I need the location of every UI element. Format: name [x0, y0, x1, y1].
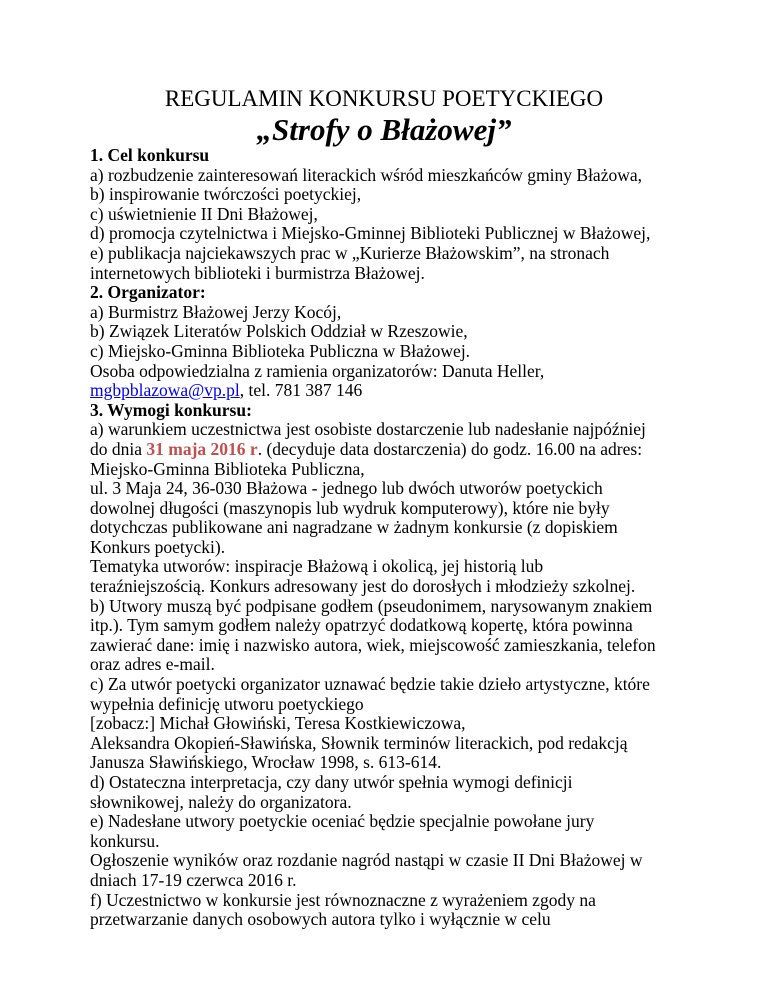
section-3-line: słownikowej, należy do organizatora.	[90, 791, 352, 812]
section-3-line: konkursu.	[90, 830, 160, 851]
section-3-line: dowolnej długości (maszynopis lub wydruk komputerowy), które nie były	[90, 497, 610, 518]
section-1-line: internetowych biblioteki i burmistrza Błażowej.	[90, 262, 425, 283]
section-2-line: b) Związek Literatów Polskich Oddział w Rzeszowie,	[90, 321, 468, 342]
section-3-line: teraźniejszością. Konkurs adresowany jest do dorosłych i młodzieży szkolnej.	[90, 576, 636, 597]
section-3-line: przetwarzanie danych osobowych autora tylko i wyłącznie w celu	[90, 909, 551, 930]
section-3-line: Janusza Sławińskiego, Wrocław 1998, s. 613-614.	[90, 752, 442, 773]
document-body	[90, 146, 730, 930]
section-3-line: Tematyka utworów: inspiracje Błażową i okolicą, jej historią lub	[90, 556, 544, 577]
section-1-heading: 1. Cel konkursu	[90, 145, 210, 165]
section-3-line: Miejsko-Gminna Biblioteka Publiczna,	[90, 458, 365, 479]
contact-line	[90, 381, 730, 401]
document-title: REGULAMIN KONKURSU POETYCKIEGO	[164, 86, 604, 111]
section-3-line: Konkurs poetycki).	[90, 536, 226, 557]
deadline-suffix: . (decyduje data dostarczenia) do godz. 16.00 na adres:	[257, 438, 643, 459]
email-link[interactable]: mgbpblazowa@vp.pl	[90, 380, 240, 401]
section-1-line: d) promocja czytelnictwa i Miejsko-Gminnej Biblioteki Publicznej w Błażowej,	[90, 223, 651, 244]
section-1-line: e) publikacja najciekawszych prac w „Kurierze Błażowskim”, na stronach	[90, 242, 610, 263]
section-3-line: oraz adres e-mail.	[90, 654, 215, 675]
section-3-line: d) Ostateczna interpretacja, czy dany utwór spełnia wymogi definicji	[90, 772, 573, 792]
deadline-prefix: do dnia	[90, 438, 147, 459]
section-2-heading: 2. Organizator:	[90, 282, 206, 303]
phone-text: , tel. 781 387 146	[239, 380, 363, 401]
section-3-line: ul. 3 Maja 24, 36-030 Błażowa - jednego lub dwóch utworów poetyckich	[90, 478, 603, 499]
section-2-line: Osoba odpowiedzialna z ramienia organizatorów: Danuta Heller,	[90, 360, 545, 381]
section-1-line: c) uświetnienie II Dni Błażowej,	[90, 203, 318, 224]
section-3-line: [zobacz:] Michał Głowiński, Teresa Kostkiewiczowa,	[90, 713, 466, 734]
section-3-heading: 3. Wymogi konkursu:	[90, 399, 252, 420]
section-3-line: a) warunkiem uczestnictwa jest osobiste dostarczenie lub nadesłanie najpóźniej	[90, 419, 646, 440]
section-1-line: a) rozbudzenie zainteresowań literackich wśród mieszkańców gminy Błażowa,	[90, 164, 643, 185]
section-3-line: e) Nadesłane utwory poetyckie oceniać będzie specjalnie powołane jury	[90, 811, 595, 832]
section-3-line: wypełnia definicję utworu poetyckiego	[90, 693, 364, 714]
section-3-line: itp.). Tym samym godłem należy opatrzyć dodatkową kopertę, która powinna	[90, 615, 633, 636]
section-3-line: c) Za utwór poetycki organizator uznawać będzie takie dzieło artystyczne, które	[90, 674, 650, 695]
deadline-line	[90, 440, 730, 460]
section-3-line: Aleksandra Okopień-Sławińska, Słownik terminów literackich, pod redakcją	[90, 732, 628, 753]
section-3-line: dniach 17-19 czerwca 2016 r.	[90, 869, 297, 890]
section-3-line: zawierać dane: imię i nazwisko autora, wiek, miejscowość zamieszkania, telefon	[90, 634, 656, 655]
section-3-line: dotychczas publikowane ani nagradzane w żadnym konkursie (z dopiskiem	[90, 517, 618, 538]
deadline-date: 31 maja 2016 r	[146, 438, 258, 459]
section-3-line: b) Utwory muszą być podpisane godłem (pseudonimem, narysowanym znakiem	[90, 595, 653, 616]
section-3-line: f) Uczestnictwo w konkursie jest równoznaczne z wyrażeniem zgody na	[90, 889, 596, 910]
section-2-line: c) Miejsko-Gminna Biblioteka Publiczna w Błażowej.	[90, 340, 471, 361]
section-1-line: b) inspirowanie twórczości poetyckiej,	[90, 184, 362, 205]
section-3-line: Ogłoszenie wyników oraz rozdanie nagród nastąpi w czasie II Dni Błażowej w	[90, 850, 643, 871]
contest-name: „Strofy o Błażowej”	[256, 112, 512, 147]
section-2-line: a) Burmistrz Błażowej Jerzy Kocój,	[90, 301, 342, 322]
